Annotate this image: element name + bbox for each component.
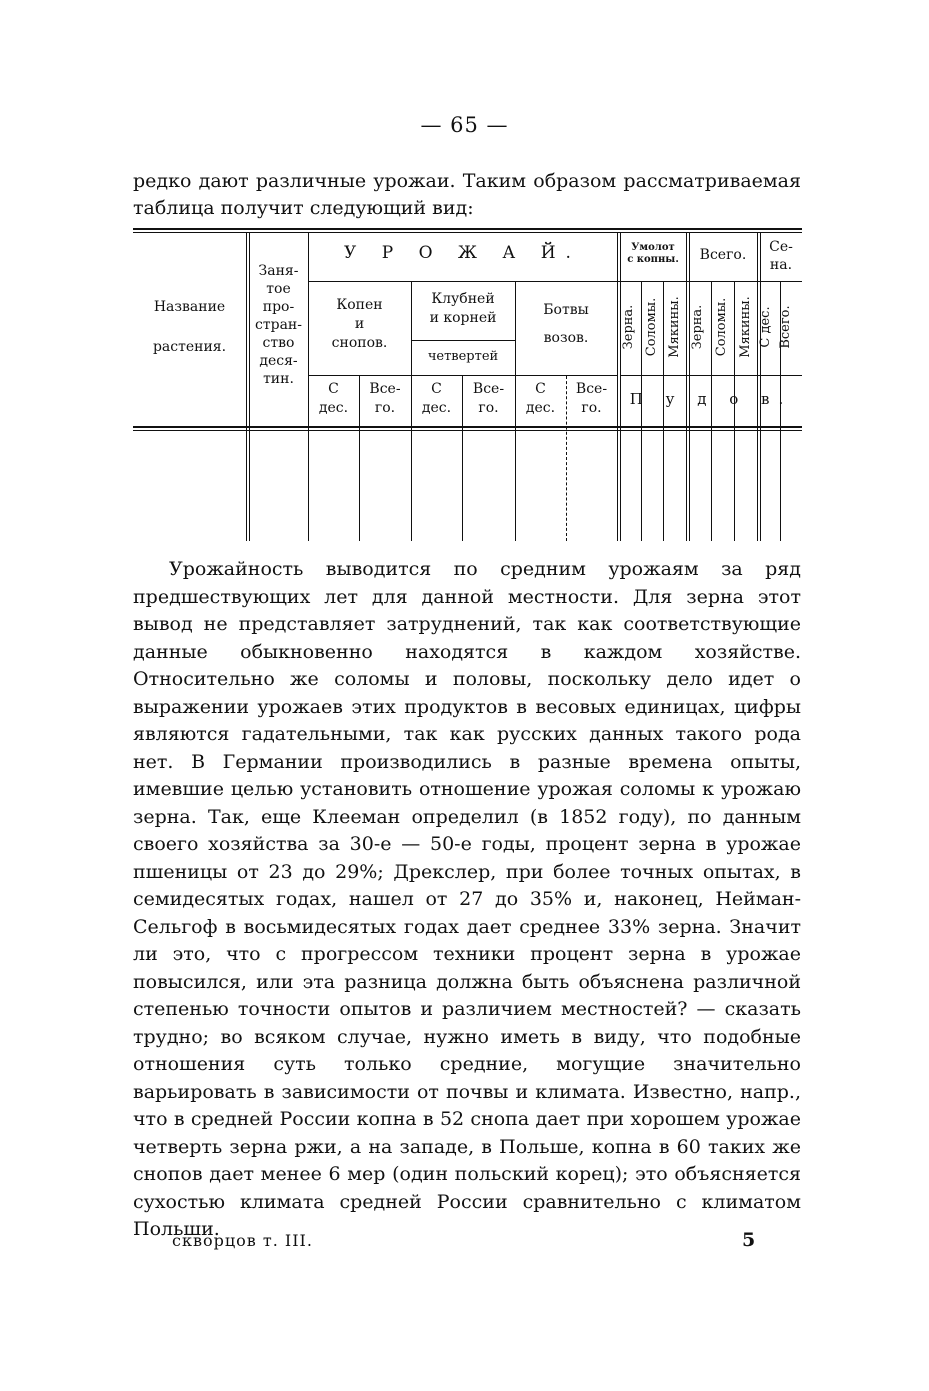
row-divider [411, 340, 515, 341]
col-divider [308, 232, 309, 541]
intro-paragraph: редко дают различные урожаи. Таким образом рассматриваемая таблица получит следующий вид: [133, 170, 801, 219]
col-area-line: деся- [259, 353, 298, 369]
total-short-label: Все- [575, 381, 608, 397]
col-divider [663, 282, 664, 541]
harvest-table [0, 0, 929, 560]
total-short-label: Все- [472, 381, 505, 397]
col-divider [246, 232, 247, 541]
col-divider [462, 376, 463, 541]
pudov-label: П у д о в. [629, 390, 793, 408]
total-short-label: Все- [369, 381, 401, 397]
hay-header-line1: Се- [769, 239, 793, 255]
threshed-header-line1: Умолот [631, 242, 675, 253]
table-top-rule-thin [133, 232, 802, 233]
per-des-label: С [431, 381, 442, 397]
row-divider [308, 375, 617, 376]
row-divider [620, 375, 802, 376]
col-divider [760, 232, 761, 541]
per-des-label: дес. [421, 400, 452, 416]
table-header-bottom-rule [133, 426, 802, 428]
total-short-label: го. [478, 400, 499, 416]
row-divider [308, 281, 802, 282]
col-name-line2: растения. [152, 339, 227, 355]
col-divider [566, 376, 567, 541]
col-area-line: ство [262, 335, 295, 351]
kopen-header: и [354, 316, 365, 332]
footer-signature: скворцов т. III. [172, 1231, 313, 1250]
col-area-line: Заня- [258, 263, 299, 279]
col-divider [515, 282, 516, 541]
col-divider [757, 232, 758, 541]
hay-header-line2: на. [769, 257, 793, 273]
col-divider [359, 376, 360, 541]
footer-sheet-number: 5 [742, 1229, 756, 1251]
vertical-label: Всего. [778, 305, 793, 349]
tops-header: возов. [543, 330, 589, 346]
vertical-label: Соломы. [644, 297, 659, 357]
table-top-rule [133, 228, 802, 230]
col-divider [711, 282, 712, 541]
kopen-header: снопов. [331, 335, 388, 351]
body-paragraph: Урожайность выводится по средним урожаям за ряд предшествующих лет для данной местности. Для зерна этот вывод не представляет затруднений, так как соответствующие данные обыкновенно находятся в каждом хозяйстве. Относительно же соломы и половы, поскольку дело идет о выражении урожаев этих продуктов в весовых единицах, цифры являются гадательными, так как русских данных такого рода нет. В Германии производились в разные времена опыты, имевшие целью установить отношение урожая соломы к урожаю зерна. Так, еще Клееман определил (в 1852 году), по данным своего хозяйства за 30-е — 50-е годы, процент зерна в урожае пшеницы от 23 до 29%; Дрекслер, при более точных опытах, в семидесятых годах, нашел от 27 до 35% и, наконец, Нейман-Сельгоф в восьмидесятых годах дает среднее 33% зерна. Значит ли это, что с прогрессом техники процент зерна в урожае повысился, или эта разница должна быть объяснена различной степенью точности опытов и различием местностей? — сказать трудно; во всяком случае, нужно иметь в виду, что подобные отношения суть только средние, могущие значительно варьировать в зависимости от почвы и климата. Известно, напр., что в средней России копна в 52 снопа дает при хорошем урожае четверть зерна ржи, а на западе, в Польше, копна в 60 таких же снопов дает менее 6 мер (один польский корец); это объясняется сухостью климата средней России сравнительно с климатом Польши. [133, 558, 801, 1240]
total-short-label: го. [581, 400, 602, 416]
col-divider [689, 232, 690, 541]
table-header-bottom-rule-thin [133, 430, 802, 431]
tubers-header: и корней [429, 310, 497, 326]
per-des-label: С [535, 381, 546, 397]
tubers-header: Клубней [431, 291, 495, 307]
col-area-line: про- [262, 299, 295, 315]
tops-header: Ботвы [543, 302, 589, 318]
col-divider [686, 232, 687, 541]
vertical-label: Зерна. [690, 304, 705, 350]
per-des-label: С [328, 381, 339, 397]
col-name-line1: Название [153, 299, 226, 315]
threshed-header-line2: с копны. [627, 254, 679, 265]
col-divider [411, 282, 412, 541]
kopen-header: Копен [336, 297, 383, 313]
vertical-label: Соломы. [714, 297, 729, 357]
vertical-label: Мякины. [667, 296, 682, 358]
col-divider [249, 232, 250, 541]
per-des-label: дес. [525, 400, 556, 416]
harvest-header: У Р О Ж А Й. [344, 243, 581, 263]
total-header: Всего. [699, 247, 747, 263]
chetvert-header: четвертей [427, 349, 499, 364]
vertical-label: Зерна. [621, 304, 636, 350]
col-area-line: тое [266, 281, 291, 297]
col-area-line: тин. [263, 371, 294, 387]
col-divider [620, 232, 621, 541]
col-divider [641, 282, 642, 541]
vertical-label: С дес. [758, 306, 773, 348]
total-short-label: го. [374, 400, 396, 416]
vertical-label: Мякины. [738, 296, 753, 358]
col-divider [734, 282, 735, 541]
per-des-label: дес. [318, 400, 349, 416]
col-divider [617, 232, 618, 541]
col-area-line: стран- [255, 317, 302, 333]
col-divider [780, 282, 781, 541]
page-number: — 65 — [420, 113, 509, 137]
